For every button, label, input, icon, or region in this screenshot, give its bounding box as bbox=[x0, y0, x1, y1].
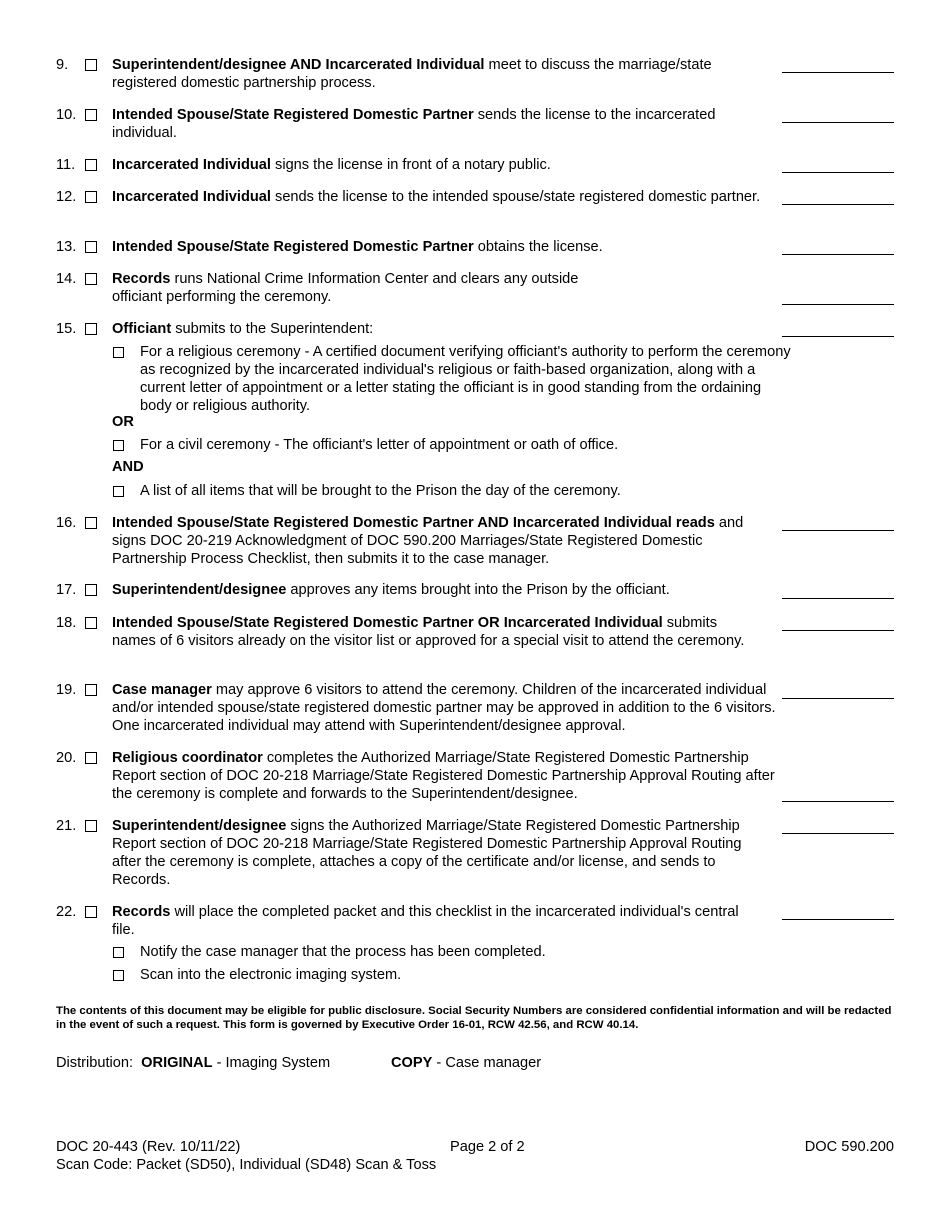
item-text: sends the license to the incarcerated individual. bbox=[112, 107, 716, 141]
item-checkbox[interactable] bbox=[85, 59, 97, 71]
item-actor: Superintendent/designee bbox=[112, 818, 287, 834]
option-text: For a religious ceremony - A certified document verifying officiant's authority to perform the ceremony as recognized by the incarcerated individual's religious or faith-based organization, along with a current letter of appointment or a letter stating the officiant is in good standing from the ordaining body or religious authority. bbox=[140, 344, 791, 414]
sub-text: Scan into the electronic imaging system. bbox=[140, 967, 402, 983]
sub-checkbox[interactable] bbox=[113, 970, 124, 981]
scan-code: Scan Code: Packet (SD50), Individual (SD48) Scan & Toss bbox=[56, 1157, 437, 1173]
sub-checkbox[interactable] bbox=[113, 486, 124, 497]
disclosure-notice: The contents of this document may be eligible for public disclosure. Social Security Numbers are considered confidential information and will be redacted in the event of such a request. This form is governed by Executive Order 16-01, RCW 42.56, and RCW 40.14. bbox=[56, 1005, 892, 1031]
initials-line[interactable] bbox=[782, 304, 894, 305]
item-text: sends the license to the intended spouse/state registered domestic partner. bbox=[270, 189, 761, 205]
item-number: 22. bbox=[56, 904, 77, 920]
item-text: obtains the license. bbox=[473, 239, 603, 255]
initials-line[interactable] bbox=[782, 172, 894, 173]
item-checkbox[interactable] bbox=[85, 584, 97, 596]
item-checkbox[interactable] bbox=[85, 109, 97, 121]
policy-number: DOC 590.200 bbox=[804, 1139, 894, 1155]
item-number: 16. bbox=[56, 515, 77, 531]
item-number: 9. bbox=[56, 57, 69, 73]
item-number: 10. bbox=[56, 107, 77, 123]
item-actor: Records bbox=[112, 904, 171, 920]
item-actor: Case manager bbox=[112, 682, 212, 698]
initials-line[interactable] bbox=[782, 801, 894, 802]
item-actor: Records bbox=[112, 271, 171, 287]
item-actor: Incarcerated Individual bbox=[112, 189, 271, 205]
distribution-label: Distribution: bbox=[56, 1055, 142, 1071]
sub-checkbox[interactable] bbox=[113, 440, 124, 451]
sub-checkbox[interactable] bbox=[113, 347, 124, 358]
initials-line[interactable] bbox=[782, 530, 894, 531]
item-checkbox[interactable] bbox=[85, 273, 97, 285]
initials-line[interactable] bbox=[782, 336, 894, 337]
and-label: AND bbox=[112, 459, 144, 475]
item-actor: Intended Spouse/State Registered Domestic Partner bbox=[112, 107, 474, 123]
item-text: submits to the Superintendent: bbox=[171, 321, 374, 337]
item-actor: Religious coordinator bbox=[112, 750, 263, 766]
initials-line[interactable] bbox=[782, 833, 894, 834]
item-number: 20. bbox=[56, 750, 77, 766]
or-label: OR bbox=[112, 414, 134, 430]
item-text: meet to discuss the marriage/state registered domestic partnership process. bbox=[112, 57, 712, 91]
option-text: For a civil ceremony - The officiant's letter of appointment or oath of office. bbox=[140, 437, 619, 453]
item-checkbox[interactable] bbox=[85, 752, 97, 764]
initials-line[interactable] bbox=[782, 122, 894, 123]
item-actor: Superintendent/designee AND Incarcerated Individual bbox=[112, 57, 485, 73]
distribution-line bbox=[56, 1055, 542, 1071]
item-number: 14. bbox=[56, 271, 77, 287]
initials-line[interactable] bbox=[782, 204, 894, 205]
initials-line[interactable] bbox=[782, 254, 894, 255]
item-number: 21. bbox=[56, 818, 77, 834]
item-checkbox[interactable] bbox=[85, 906, 97, 918]
item-checkbox[interactable] bbox=[85, 617, 97, 629]
sub-text: Notify the case manager that the process has been completed. bbox=[140, 944, 546, 960]
copy-label: COPY bbox=[391, 1055, 433, 1071]
item-text: completes the Authorized Marriage/State Registered Domestic Partnership Report section of DOC 20-218 Marriage/State Registered Domestic Partnership Approval Routing after the ceremony is complete and forwards to the Superintendent/designee. bbox=[112, 750, 775, 802]
item-actor: Intended Spouse/State Registered Domestic Partner AND Incarcerated Individual reads bbox=[112, 515, 715, 531]
sub-checkbox[interactable] bbox=[113, 947, 124, 958]
item-text: approves any items brought into the Prison by the officiant. bbox=[286, 582, 670, 598]
item-checkbox[interactable] bbox=[85, 323, 97, 335]
initials-line[interactable] bbox=[782, 919, 894, 920]
initials-line[interactable] bbox=[782, 698, 894, 699]
item-text: will place the completed packet and this checklist in the incarcerated individual's central file. bbox=[112, 904, 739, 938]
item-checkbox[interactable] bbox=[85, 684, 97, 696]
item-number: 15. bbox=[56, 321, 77, 337]
item-text: and signs DOC 20-219 Acknowledgment of DOC 590.200 Marriages/State Registered Domestic Partnership Process Checklist, then submits it to the case manager. bbox=[112, 515, 744, 567]
item-text: submits names of 6 visitors already on the visitor list or approved for a special visit to attend the ceremony. bbox=[112, 615, 745, 649]
item-number: 11. bbox=[56, 157, 76, 173]
page-number: Page 2 of 2 bbox=[450, 1139, 525, 1155]
item-text: may approve 6 visitors to attend the ceremony. Children of the incarcerated individual and/or intended spouse/state registered domestic partner may be approved in addition to the 6 visitors. One incarcerated individual may attend with Superintendent/designee approval. bbox=[112, 682, 776, 734]
item-checkbox[interactable] bbox=[85, 517, 97, 529]
copy-destination: - Case manager bbox=[432, 1055, 542, 1071]
item-number: 17. bbox=[56, 582, 77, 598]
item-checkbox[interactable] bbox=[85, 241, 97, 253]
initials-line[interactable] bbox=[782, 598, 894, 599]
original-label: ORIGINAL bbox=[141, 1055, 213, 1071]
item-actor: Superintendent/designee bbox=[112, 582, 287, 598]
form-id: DOC 20-443 (Rev. 10/11/22) bbox=[56, 1139, 241, 1155]
item-text: runs National Crime Information Center and clears any outside officiant performing the ceremony. bbox=[112, 271, 579, 305]
item-number: 18. bbox=[56, 615, 77, 631]
item-actor: Intended Spouse/State Registered Domestic Partner bbox=[112, 239, 474, 255]
item-actor: Intended Spouse/State Registered Domestic Partner OR Incarcerated Individual bbox=[112, 615, 663, 631]
item-checkbox[interactable] bbox=[85, 191, 97, 203]
initials-line[interactable] bbox=[782, 630, 894, 631]
item-number: 13. bbox=[56, 239, 77, 255]
item-number: 19. bbox=[56, 682, 77, 698]
item-actor: Officiant bbox=[112, 321, 172, 337]
initials-line[interactable] bbox=[782, 72, 894, 73]
item-checkbox[interactable] bbox=[85, 820, 97, 832]
item-number: 12. bbox=[56, 189, 77, 205]
item-checkbox[interactable] bbox=[85, 159, 97, 171]
item-actor: Incarcerated Individual bbox=[112, 157, 271, 173]
item-text: signs the Authorized Marriage/State Registered Domestic Partnership Report section of DOC 20-218 Marriage/State Registered Domestic Partnership Approval Routing after the ceremony is complete, attaches a copy of the certificate and/or license, and sends to Records. bbox=[112, 818, 742, 888]
original-destination: - Imaging System bbox=[212, 1055, 331, 1071]
item-text: signs the license in front of a notary public. bbox=[270, 157, 551, 173]
option-text: A list of all items that will be brought to the Prison the day of the ceremony. bbox=[140, 483, 621, 499]
